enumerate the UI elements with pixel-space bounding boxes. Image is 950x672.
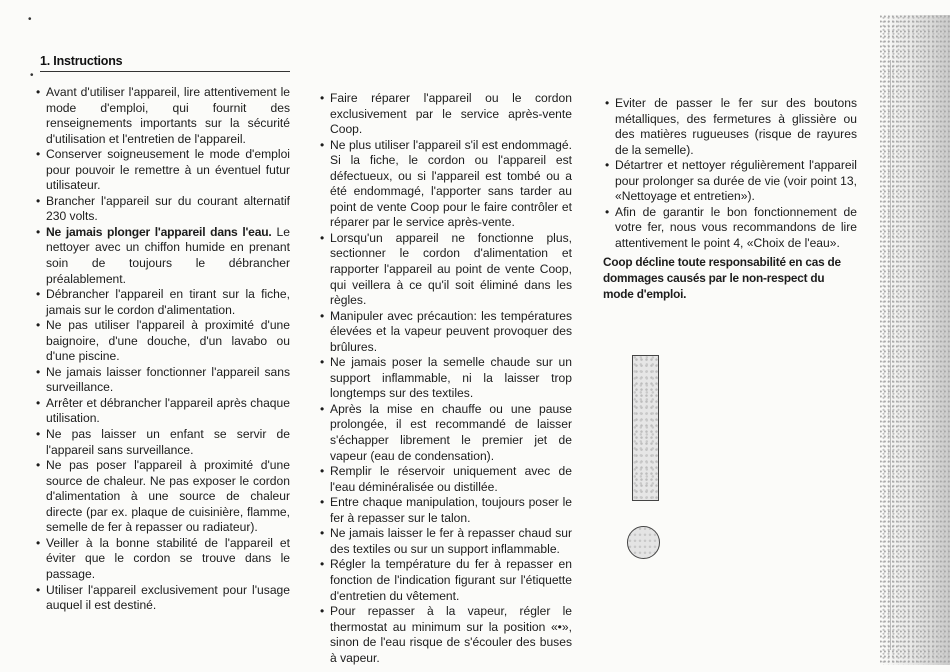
instruction-item [34, 427, 290, 458]
bullet-icon: • [36, 147, 41, 162]
bullet-icon: • [36, 224, 41, 239]
instruction-item [318, 91, 572, 138]
bullet-icon: • [36, 395, 41, 410]
instruction-item [34, 287, 290, 318]
instruction-text: Eviter de passer le fer sur des boutons métalliques, des fermetures à glissière ou des matières rugueuses (risque de rayures de la semelle). [615, 96, 857, 157]
instruction-text: Veiller à la bonne stabilité de l'appareil et éviter que le cordon se trouve dans le passage. [46, 535, 290, 581]
bullet-icon: • [320, 464, 325, 479]
liability-warning: Coop décline toute responsabilité en cas de dommages causés par le non-respect du mode d'emploi. [603, 255, 841, 301]
instruction-text: Faire réparer l'appareil ou le cordon exclusivement par le service après-vente Coop. [330, 91, 572, 137]
bullet-icon: • [320, 308, 325, 323]
bullet-icon: • [36, 85, 41, 99]
column-1 [34, 85, 290, 614]
instruction-emphasis: Ne jamais plonger l'appareil dans l'eau. [46, 224, 272, 239]
instruction-item [603, 96, 857, 158]
instruction-text: Ne pas utiliser l'appareil à proximité d'une baignoire, d'une douche, d'un lavabo ou d'une piscine. [46, 318, 290, 364]
instruction-text: Ne jamais poser la semelle chaude sur un support inflammable, ni la laisser trop longtemps sur des textiles. [330, 355, 572, 401]
instruction-text: Régler la température du fer à repasser en fonction de l'indication figurant sur l'étiquette d'entretien du vêtement. [330, 557, 572, 603]
title-underline [40, 71, 290, 72]
bullet-icon: • [36, 458, 41, 473]
instruction-text: Remplir le réservoir uniquement avec de l'eau déminéralisée ou distillée. [330, 464, 572, 494]
instruction-text: Ne jamais laisser le fer à repasser chaud sur des textiles ou sur un support inflammable. [330, 526, 572, 556]
instruction-text: Conserver soigneusement le mode d'emploi pour pouvoir le remettre à un éventuel futur utilisateur. [46, 147, 290, 193]
instruction-text: Ne pas poser l'appareil à proximité d'une source de chaleur. Ne pas exposer le cordon d'alimentation à une source de chaleur directe (par ex. plaque de cuisinière, flamme, semelle de fer à repasser ou radiateur). [46, 458, 290, 535]
instruction-text: Utiliser l'appareil exclusivement pour l'usage auquel il est destiné. [46, 582, 290, 613]
instruction-item [34, 147, 290, 194]
bullet-icon: • [320, 604, 325, 619]
bullet-icon: • [36, 318, 41, 333]
bullet-icon: • [605, 204, 610, 219]
bullet-icon: • [36, 364, 41, 379]
instruction-item [34, 458, 290, 536]
instruction-item [34, 225, 290, 287]
bullet-icon: • [320, 230, 325, 245]
instruction-text: Ne plus utiliser l'appareil s'il est endommagé. Si la fiche, le cordon ou l'appareil est défectueux, ou si l'appareil est tombé ou a été endommagé, l'apporter sans tarder au point de vente Coop pour le faire contrôler et réparer par le service après-vente. [330, 137, 572, 230]
instruction-item [318, 604, 572, 666]
instruction-text: Manipuler avec précaution: les températures élevées et la vapeur peuvent provoquer des brûlures. [330, 308, 572, 354]
instruction-text: Arrêter et débrancher l'appareil après chaque utilisation. [46, 395, 290, 426]
bullet-icon: • [320, 557, 325, 572]
section-title: 1. Instructions [40, 54, 123, 68]
instructions-list-2 [318, 91, 572, 666]
bullet-icon: • [605, 96, 610, 110]
bullet-icon: • [320, 137, 325, 152]
bullet-icon: • [320, 355, 325, 370]
instruction-text: Afin de garantir le bon fonctionnement de votre fer, nous vous recommandons de lire attentivement le point 4, «Choix de l'eau». [615, 204, 857, 250]
instruction-text: Lorsqu'un appareil ne fonctionne plus, sectionner le cordon d'alimentation et rapporter l'appareil au point de vente Coop, qui veillera à ce qu'il soit éliminé dans les règles. [330, 230, 572, 308]
instruction-item [318, 309, 572, 356]
scan-mark: • [28, 14, 32, 25]
instructions-list-1 [34, 85, 290, 614]
instruction-text: Débrancher l'appareil en tirant sur la fiche, jamais sur le cordon d'alimentation. [46, 287, 290, 317]
column-3 [603, 96, 857, 302]
instruction-item [318, 402, 572, 464]
bullet-icon: • [36, 193, 41, 208]
bullet-icon: • [36, 582, 41, 597]
bullet-icon: • [320, 91, 325, 105]
instruction-text: Ne pas laisser un enfant se servir de l'appareil sans surveillance. [46, 427, 290, 457]
instruction-item [318, 138, 572, 231]
instruction-item [34, 396, 290, 427]
instruction-item [34, 583, 290, 614]
column-2 [318, 91, 572, 666]
instruction-item [318, 526, 572, 557]
exclamation-dot [627, 526, 660, 559]
instruction-item [318, 231, 572, 309]
instruction-item [34, 536, 290, 583]
instruction-item [34, 85, 290, 147]
instruction-text: Avant d'utiliser l'appareil, lire attentivement le mode d'emploi, qui fournit des renseignements importants sur la sécurité d'utilisation et l'entretien de l'appareil. [46, 85, 290, 146]
instructions-list-3 [603, 96, 857, 251]
instruction-text: Ne jamais laisser fonctionner l'appareil sans surveillance. [46, 364, 290, 395]
bullet-icon: • [320, 526, 325, 541]
instruction-item [603, 205, 857, 252]
bullet-icon: • [605, 158, 610, 173]
instruction-text: Après la mise en chauffe ou une pause prolongée, il est recommandé de laisser s'échapper librement le premier jet de vapeur (eau de condensation). [330, 401, 572, 463]
bullet-icon: • [36, 535, 41, 550]
instruction-text: Pour repasser à la vapeur, régler le thermostat au minimum sur la position «•», sinon de l'eau risque de s'écouler des buses à vapeur. [330, 604, 572, 665]
instruction-item [318, 355, 572, 402]
bullet-icon: • [320, 495, 325, 510]
instruction-item [34, 194, 290, 225]
instruction-item [318, 557, 572, 604]
instruction-item [34, 365, 290, 396]
page-edge-line [890, 60, 891, 650]
exclamation-bar [632, 355, 659, 501]
instruction-item [34, 318, 290, 365]
instruction-text: Brancher l'appareil sur du courant alternatif 230 volts. [46, 193, 290, 224]
scan-mark: • [30, 70, 34, 81]
instruction-text: Le nettoyer avec un chiffon humide en prenant soin de toujours le débrancher préalablement. [46, 224, 290, 286]
instruction-item [603, 158, 857, 205]
instruction-item [318, 495, 572, 526]
bullet-icon: • [36, 427, 41, 442]
instruction-item [318, 464, 572, 495]
instruction-text: Détartrer et nettoyer régulièrement l'appareil pour prolonger sa durée de vie (voir point 13, «Nettoyage et entretien»). [615, 158, 857, 204]
bullet-icon: • [36, 287, 41, 302]
instruction-text: Entre chaque manipulation, toujours poser le fer à repasser sur le talon. [330, 495, 572, 525]
bullet-icon: • [320, 401, 325, 416]
